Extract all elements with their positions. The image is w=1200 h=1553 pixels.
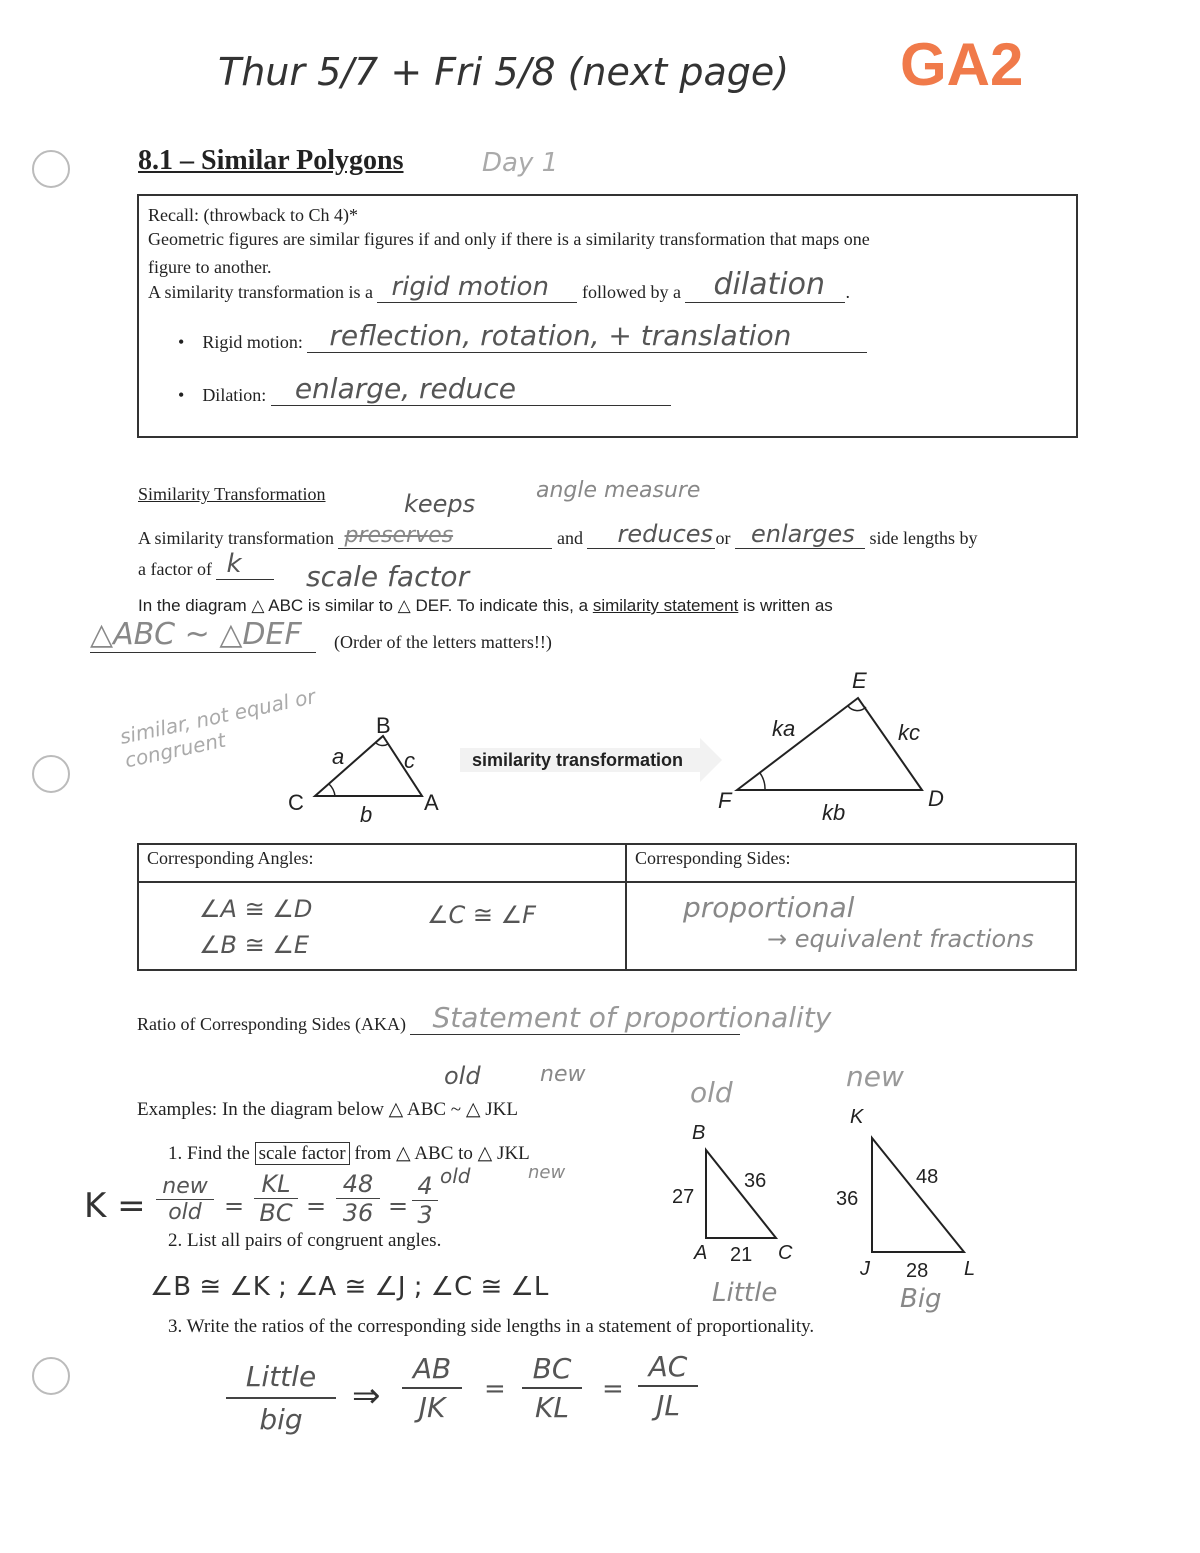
q1-pre: 1. Find the <box>168 1143 250 1164</box>
side-note: similar, not equal or congruent <box>117 684 318 773</box>
note-angle-measure: angle measure <box>536 478 701 503</box>
frac-old: old <box>168 1200 202 1225</box>
ex-label-C: C <box>778 1242 793 1264</box>
note-keeps: keeps <box>404 490 476 518</box>
factor-label: a factor of <box>138 559 212 579</box>
q1-scale-factor-box: scale factor <box>255 1142 350 1165</box>
order-note: (Order of the letters matters!!) <box>334 632 552 652</box>
date-note: Thur 5/7 + Fri 5/8 (next page) <box>218 50 790 94</box>
frac-kl-bc <box>254 1170 298 1227</box>
eq-2: = <box>306 1192 327 1220</box>
rigid-motion-list-blank <box>307 319 867 353</box>
factor-line <box>138 549 274 580</box>
ratio-ac-jl <box>638 1350 698 1422</box>
rigid-motion-list: reflection, rotation, + translation <box>329 319 792 352</box>
recall-line3: A similarity transformation is a rigid motion followed by a dilation . <box>148 267 850 302</box>
frac-36: 36 <box>342 1199 374 1227</box>
dilation-list-blank <box>271 372 671 406</box>
preserves-answer: preserves <box>344 523 454 548</box>
ratio-ab-jk <box>402 1352 462 1424</box>
angle-pair-3: ∠C ≅ ∠F <box>427 901 536 929</box>
reduces-answer: reduces <box>617 520 714 548</box>
frac-4: 4 <box>412 1172 438 1201</box>
eq-r2: = <box>602 1374 624 1404</box>
class-code: GA2 <box>900 31 1024 98</box>
bullet-dot: • <box>178 385 185 405</box>
frac-big: big <box>259 1403 303 1436</box>
statement-line <box>90 617 552 653</box>
frac-48-36 <box>336 1170 380 1227</box>
frac-little-big <box>226 1360 336 1436</box>
label-F: F <box>718 788 732 813</box>
similarity-sentence <box>138 520 977 549</box>
bullet-dot: • <box>178 332 185 352</box>
triangle-jkl-example <box>872 1138 964 1252</box>
frac-bc: BC <box>259 1199 293 1227</box>
little-tag: Little <box>712 1278 778 1308</box>
frac-4-3 <box>412 1172 438 1229</box>
angle-arc-c <box>329 784 335 796</box>
factor-answer: k <box>226 549 242 579</box>
reduces-blank <box>587 520 715 549</box>
statement-blank <box>90 617 316 653</box>
page-title: 8.1 – Similar Polygons <box>138 145 404 176</box>
sides-cell <box>626 882 1076 970</box>
eq-r1: = <box>484 1374 506 1404</box>
label-side-c: c <box>404 748 415 773</box>
frac-48: 48 <box>336 1170 380 1199</box>
preserves-blank <box>338 520 552 549</box>
sentence-pre: A similarity transformation <box>138 528 334 548</box>
dilation-list: enlarge, reduce <box>294 372 516 405</box>
label-kc: kc <box>898 720 920 745</box>
rigid-motion-answer: rigid motion <box>391 272 549 302</box>
angle-arc-f <box>760 773 765 790</box>
ratio-label: Ratio of Corresponding Sides (AKA) <box>137 1014 406 1034</box>
punch-hole-top <box>32 150 70 188</box>
tri-old-note: old <box>690 1076 733 1109</box>
factor-blank <box>216 549 274 580</box>
sentence-or: or <box>715 528 731 548</box>
ratio-ac: AC <box>638 1350 698 1387</box>
frac-new: new <box>156 1174 214 1200</box>
ex-label-K: K <box>850 1106 864 1128</box>
dilation-blank <box>685 267 845 303</box>
sentence-post: side lengths by <box>869 528 978 548</box>
recall-line2: figure to another. <box>148 257 272 277</box>
label-ka: ka <box>772 716 796 741</box>
q1-line <box>168 1142 530 1165</box>
day-note: Day 1 <box>482 148 559 178</box>
ratio-jl: JL <box>656 1389 680 1422</box>
q1-post: from △ ABC to △ JKL <box>354 1143 530 1164</box>
sentence-and: and <box>556 528 583 548</box>
label-side-b: b <box>360 802 373 827</box>
work-new-label: new <box>528 1162 566 1183</box>
frac-3: 3 <box>417 1201 433 1229</box>
triangle-abc-example <box>706 1150 776 1238</box>
similarity-heading: Similarity Transformation <box>138 484 326 504</box>
enlarges-blank <box>735 520 865 549</box>
ratio-blank <box>410 1000 832 1035</box>
ratio-kl: KL <box>535 1391 569 1424</box>
sides-header: Corresponding Sides: <box>635 848 791 868</box>
frac-kl: KL <box>254 1170 298 1199</box>
triangle-def <box>737 698 922 790</box>
eq-1: = <box>224 1192 245 1220</box>
tri-new-note: new <box>846 1060 904 1093</box>
sides-proportional: proportional <box>683 891 855 924</box>
ratio-bc: BC <box>522 1352 582 1389</box>
diagram-line-pre: In the diagram △ ABC is similar to △ DEF. To indicate this, a <box>138 596 589 615</box>
ratio-answer: Statement of proportionality <box>432 1001 832 1034</box>
sides-equivalent: → equivalent fractions <box>767 925 1034 953</box>
punch-hole-bottom <box>32 1357 70 1395</box>
statement-answer: △ABC ~ △DEF <box>90 617 302 652</box>
examples-intro: Examples: In the diagram below △ ABC ~ △ JKL <box>137 1099 518 1120</box>
label-side-a: a <box>332 744 345 769</box>
diagram-line <box>138 596 833 616</box>
enlarges-answer: enlarges <box>750 520 855 548</box>
diagram-line-post: is written as <box>743 596 833 615</box>
ex-side-36-abc: 36 <box>744 1170 767 1192</box>
angle-pair-2: ∠B ≅ ∠E <box>199 931 310 959</box>
angle-arc-b <box>376 743 388 746</box>
frac-new-old <box>156 1174 214 1225</box>
ratio-bc-kl <box>522 1352 582 1424</box>
q2: 2. List all pairs of congruent angles. <box>168 1230 442 1251</box>
label-C: C <box>288 790 304 815</box>
ex-label-J: J <box>860 1258 870 1280</box>
punch-hole-middle <box>32 755 70 793</box>
ratio-jk: JK <box>418 1391 446 1424</box>
q3: 3. Write the ratios of the corresponding side lengths in a statement of proportionality. <box>168 1316 815 1337</box>
old-note: old <box>444 1062 481 1090</box>
ratio-line <box>137 1000 832 1035</box>
work-old-label: old <box>440 1164 471 1188</box>
arrow-label: similarity transformation <box>472 750 684 770</box>
label-A: A <box>424 790 439 815</box>
sides-header-cell <box>626 844 1076 882</box>
rigid-motion-label: Rigid motion: <box>202 332 303 352</box>
ex-side-21: 21 <box>730 1244 753 1266</box>
ex-label-A: A <box>694 1242 708 1264</box>
similarity-statement-term: similarity statement <box>592 596 739 615</box>
corresponding-table <box>137 843 1077 971</box>
ex-label-L: L <box>964 1258 976 1280</box>
example-triangles <box>690 1130 980 1260</box>
angles-header-cell <box>138 844 626 882</box>
dilation-label: Dilation: <box>202 385 267 405</box>
ex-side-36-jkl: 36 <box>836 1188 859 1210</box>
label-B: B <box>376 713 391 738</box>
label-kb: kb <box>822 800 846 825</box>
recall-heading: Recall: (throwback to Ch 4)* <box>148 205 358 225</box>
angles-cell <box>138 882 626 970</box>
angles-header: Corresponding Angles: <box>147 848 314 868</box>
dilation-answer: dilation <box>713 267 826 302</box>
label-E: E <box>852 668 867 693</box>
ex-side-48: 48 <box>916 1166 939 1188</box>
bullet-dilation <box>178 372 671 406</box>
bullet-rigid-motion <box>178 319 867 353</box>
label-D: D <box>928 786 944 811</box>
angle-pair-1: ∠A ≅ ∠D <box>199 895 313 923</box>
implies-arrow: ⇒ <box>352 1376 381 1416</box>
recall-line3-pre: A similarity transformation is a <box>148 282 373 302</box>
ex-side-28: 28 <box>906 1260 929 1282</box>
ex-side-27: 27 <box>672 1186 695 1208</box>
q2-answer: ∠B ≅ ∠K ; ∠A ≅ ∠J ; ∠C ≅ ∠L <box>150 1272 549 1302</box>
ratio-ab: AB <box>402 1352 462 1389</box>
note-scale-factor: scale factor <box>306 560 470 593</box>
work-k: K = <box>84 1186 146 1226</box>
recall-line3-mid: followed by a <box>581 282 681 302</box>
recall-line1: Geometric figures are similar figures if and only if there is a similarity transformation that maps one <box>148 229 870 249</box>
big-tag: Big <box>900 1284 942 1314</box>
eq-3: = <box>388 1192 409 1220</box>
new-note: new <box>540 1062 586 1087</box>
frac-little: Little <box>226 1360 336 1399</box>
ex-label-B: B <box>692 1122 706 1144</box>
rigid-motion-blank <box>377 272 577 303</box>
